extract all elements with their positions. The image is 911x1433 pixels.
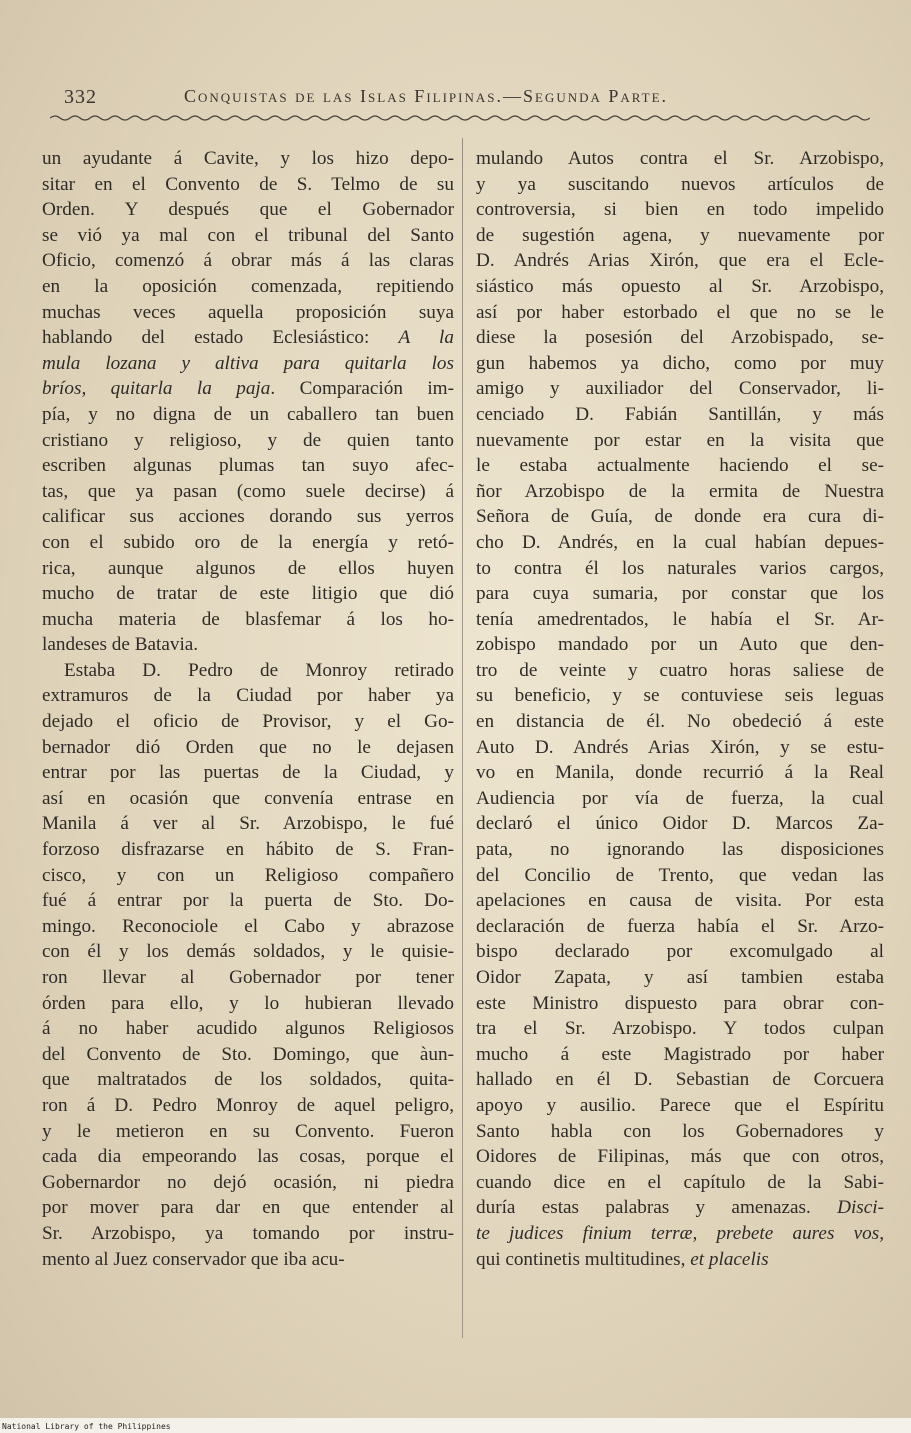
text-line: mula lozana y altiva para quitarla los <box>42 352 454 374</box>
text-line: fué á entrar por la puerta de Sto. Do- <box>42 890 454 912</box>
text-line: sitar en el Convento de S. Telmo de su <box>42 173 454 195</box>
text-line: qui continetis multitudines, et placelis <box>476 1248 769 1270</box>
text-line: tas, que ya pasan (como suele decirse) á <box>42 480 454 502</box>
text-line: pata, no ignorando las disposiciones <box>476 839 884 861</box>
text-line: siástico más opuesto al Sr. Arzobispo, <box>476 275 884 297</box>
text-line: tro de veinte y cuatro horas saliese de <box>476 659 884 681</box>
text-line: cristiano y religioso, y de quien tanto <box>42 429 454 451</box>
text-line: que maltratados de los soldados, quita- <box>42 1069 454 1091</box>
text-line: gun habemos ya dicho, como por muy <box>476 352 884 374</box>
text-line: le estaba actualmente haciendo el se- <box>476 455 884 477</box>
text-line: del Concilio de Trento, que vedan las <box>476 864 884 886</box>
text-line: extramuros de la Ciudad por haber ya <box>42 685 454 707</box>
text-line: bríos, quitarla la paja. Comparación im- <box>42 378 454 400</box>
text-line: para cuya sumaria, por constar que los <box>476 583 884 605</box>
text-line: mucho de tratar de este litigio que dió <box>42 583 454 605</box>
text-line: cada dia empeorando las cosas, porque el <box>42 1146 454 1168</box>
text-line: Gobernardor no dejó ocasión, ni piedra <box>42 1171 454 1193</box>
text-line: te judices finium terræ, prebete aures vos, <box>476 1222 884 1244</box>
text-line: este Ministro dispuesto para obrar con- <box>476 992 884 1014</box>
text-line: ñor Arzobispo de la ermita de Nuestra <box>476 480 884 502</box>
text-line: Auto D. Andrés Arias Xirón, y se estu- <box>476 736 884 758</box>
text-line: Oficio, comenzó á obrar más á las claras <box>42 250 454 272</box>
text-line: mingo. Reconociole el Cabo y abrazose <box>42 915 454 937</box>
text-line: del Convento de Sto. Domingo, que àun- <box>42 1043 454 1065</box>
text-line: D. Andrés Arias Xirón, que era el Ecle- <box>476 250 884 272</box>
column-divider <box>462 138 463 1338</box>
text-line: forzoso disfrazarse en hábito de S. Fran- <box>42 839 454 861</box>
text-line: Sr. Arzobispo, ya tomando por instru- <box>42 1222 454 1244</box>
text-line: de sugestión agena, y nuevamente por <box>476 224 884 246</box>
left-column <box>42 146 454 1272</box>
text-line: Manila á ver al Sr. Arzobispo, le fué <box>42 813 454 835</box>
text-line: hablando del estado Eclesiástico: A la <box>42 327 454 349</box>
text-line: muchas veces aquella proposición suya <box>42 301 454 323</box>
text-line: controversia, si bien en todo impelido <box>476 199 884 221</box>
text-line: á no haber acudido algunos Religiosos <box>42 1018 454 1040</box>
text-line: vo en Manila, donde recurrió á la Real <box>476 762 884 784</box>
text-line: to contra él los naturales varios cargos, <box>476 557 884 579</box>
text-line: hallado en él D. Sebastian de Corcuera <box>476 1069 884 1091</box>
text-line: Estaba D. Pedro de Monroy retirado <box>64 659 454 681</box>
text-line: calificar sus acciones dorando sus yerros <box>42 506 454 528</box>
text-line: nuevamente por estar en la visita que <box>476 429 884 451</box>
text-line: landeses de Batavia. <box>42 634 199 656</box>
text-line: mucha materia de blasfemar á los ho- <box>42 608 454 630</box>
right-column <box>476 146 884 1272</box>
text-line: duría estas palabras y amenazas. Disci- <box>476 1197 884 1219</box>
page-number: 332 <box>64 86 97 108</box>
text-line: cenciado D. Fabián Santillán, y más <box>476 403 884 425</box>
text-line: entrar por las puertas de la Ciudad, y <box>42 762 454 784</box>
text-line: tra el Sr. Arzobispo. Y todos culpan <box>476 1018 884 1040</box>
text-line: declaración de fuerza había el Sr. Arzo- <box>476 915 884 937</box>
text-line: mento al Juez conservador que iba acu- <box>42 1248 345 1270</box>
text-line: y ya suscitando nuevos artículos de <box>476 173 884 195</box>
scan-attribution: National Library of the Philippines <box>2 1422 171 1431</box>
text-line: órden para ello, y lo hubieran llevado <box>42 992 454 1014</box>
text-line: con el subido oro de la energía y retó- <box>42 531 454 553</box>
text-line: mulando Autos contra el Sr. Arzobispo, <box>476 148 884 169</box>
running-title: Conquistas de las Islas Filipinas.—Segunda Parte. <box>184 86 669 106</box>
text-line: cisco, y con un Religioso compañero <box>42 864 454 886</box>
text-line: así en ocasión que convenía entrase en <box>42 787 454 809</box>
text-line: rica, aunque algunos de ellos huyen <box>42 557 454 579</box>
text-line: declaró el único Oidor D. Marcos Za- <box>476 813 884 835</box>
text-line: mucho á este Magistrado por haber <box>476 1043 884 1065</box>
text-line: zobispo mandado por un Auto que den- <box>476 634 884 656</box>
text-line: bispo declarado por excomulgado al <box>476 941 884 963</box>
text-line: Orden. Y después que el Gobernador <box>42 199 454 221</box>
text-line: escriben algunas plumas tan suyo afec- <box>42 455 454 477</box>
text-line: ron á D. Pedro Monroy de aquel peligro, <box>42 1094 454 1116</box>
text-line: con él y los demás soldados, y le quisie- <box>42 941 454 963</box>
text-line: se vió ya mal con el tribunal del Santo <box>42 224 454 246</box>
header-wavy-rule <box>50 113 870 123</box>
text-line: por mover para dar en que entender al <box>42 1197 454 1219</box>
text-line: Audiencia por vía de fuerza, la cual <box>476 787 884 809</box>
text-line: un ayudante á Cavite, y los hizo depo- <box>42 148 454 169</box>
text-line: en la oposición comenzada, repitiendo <box>42 275 454 297</box>
text-line: Oidor Zapata, y así tambien estaba <box>476 967 884 988</box>
text-line: cuando dice en el capítulo de la Sabi- <box>476 1171 884 1193</box>
text-line: así por haber estorbado el que no se le <box>476 301 884 323</box>
text-line: bernador dió Orden que no le dejasen <box>42 736 454 758</box>
text-line: en distancia de él. No obedeció á este <box>476 711 884 733</box>
text-line: dejado el oficio de Provisor, y el Go- <box>42 711 454 733</box>
text-line: y le metieron en su Convento. Fueron <box>42 1120 454 1142</box>
text-line: tenía amedrentados, le había el Sr. Ar- <box>476 608 884 630</box>
text-line: diese la posesión del Arzobispado, se- <box>476 327 884 349</box>
text-line: ron llevar al Gobernador por tener <box>42 967 454 988</box>
text-line: pía, y no digna de un caballero tan buen <box>42 403 454 425</box>
text-line: apelaciones en causa de visita. Por esta <box>476 890 884 912</box>
text-line: Señora de Guía, de donde era cura di- <box>476 506 884 528</box>
text-line: apoyo y ausilio. Parece que el Espíritu <box>476 1094 884 1116</box>
text-line: Oidores de Filipinas, más que con otros, <box>476 1146 884 1168</box>
page-header <box>60 84 860 114</box>
text-line: cho D. Andrés, en la cual habían depues- <box>476 531 884 553</box>
text-line: Santo habla con los Gobernadores y <box>476 1120 884 1142</box>
text-line: su beneficio, y se contuviese seis leguas <box>476 685 884 707</box>
text-line: amigo y auxiliador del Conservador, li- <box>476 378 884 400</box>
